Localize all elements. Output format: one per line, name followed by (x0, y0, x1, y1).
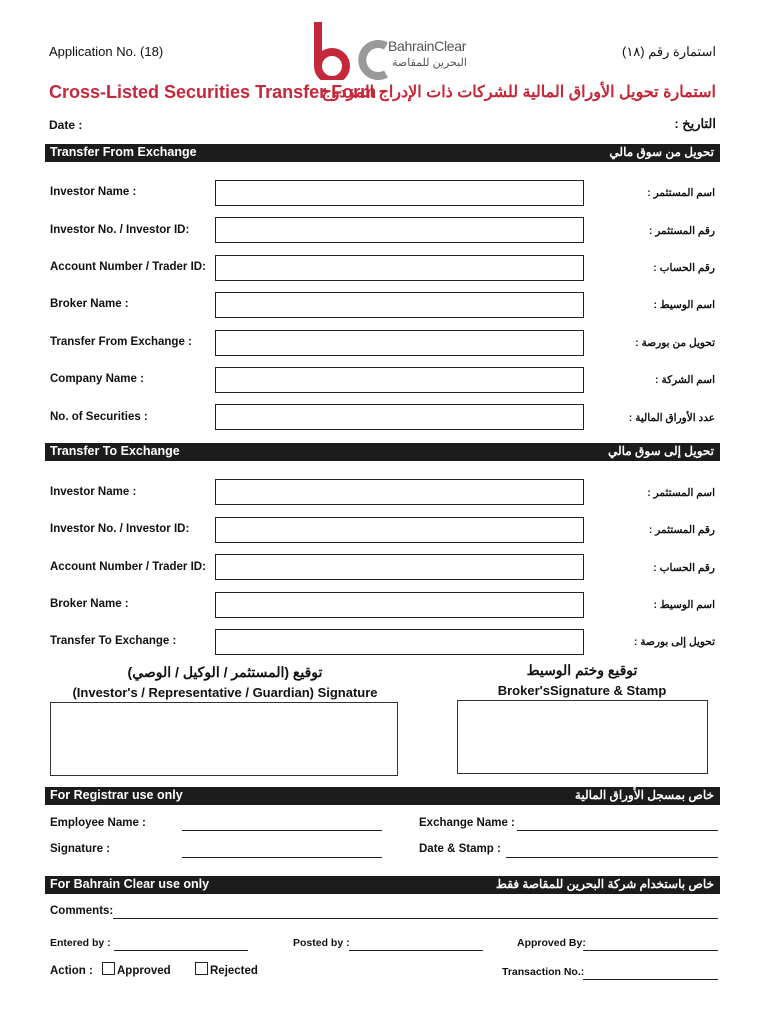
approved-checkbox[interactable] (102, 962, 115, 975)
application-number-ar: استمارة رقم (١٨) (621, 44, 716, 59)
to-investor-id-label: Investor No. / Investor ID: (50, 523, 190, 535)
from-company-name-label: Company Name : (50, 373, 144, 385)
to-broker-name-label: Broker Name : (50, 598, 129, 610)
date-stamp-label: Date & Stamp : (419, 843, 501, 855)
from-investor-name-input[interactable] (215, 180, 584, 206)
from-investor-name-label-ar: اسم المستثمر : (647, 187, 715, 199)
to-investor-name-label: Investor Name : (50, 486, 137, 498)
from-company-name-label-ar: اسم الشركة : (655, 374, 715, 386)
logo-text-en: BahrainClear (388, 38, 467, 54)
to-exchange-label-ar: تحويل إلى بورصة : (633, 636, 715, 648)
form-title-ar: استمارة تحويل الأوراق المالية للشركات ذات الإدراج المزدوج (321, 84, 716, 101)
from-no-of-securities-label-ar: عدد الأوراق المالية : (628, 412, 715, 424)
section-title-en: Transfer To Exchange (50, 444, 180, 458)
section-bar-registrar (45, 787, 720, 805)
logo-mark-icon (312, 18, 392, 80)
exchange-name-line[interactable] (517, 830, 718, 831)
logo-text-ar: البحرين للمقاصة (392, 57, 467, 69)
from-account-number-label-ar: رقم الحساب : (653, 262, 715, 274)
approved-by-line[interactable] (583, 950, 718, 951)
from-account-number-input[interactable] (215, 255, 584, 281)
section-title-en: For Registrar use only (50, 788, 183, 802)
transaction-no-line[interactable] (583, 979, 718, 980)
investor-signature-title-en: (Investor's / Representative / Guardian) Signature (72, 685, 378, 700)
employee-name-line[interactable] (182, 830, 382, 831)
from-exchange-input[interactable] (215, 330, 584, 356)
signature-line[interactable] (182, 857, 382, 858)
bahrain-clear-logo (312, 18, 502, 80)
transaction-no-label: Transaction No.: (502, 966, 585, 978)
section-title-ar: تحويل من سوق مالي (609, 145, 714, 159)
from-investor-id-label-ar: رقم المستثمر : (648, 225, 715, 237)
investor-signature-title-ar: توقيع (المستثمر / الوكيل / الوصي) (127, 664, 323, 680)
approved-label: Approved (117, 965, 171, 977)
from-investor-name-label: Investor Name : (50, 186, 137, 198)
approved-by-label: Approved By: (517, 937, 586, 949)
section-title-ar: خاص بمسجل الأوراق المالية (574, 788, 714, 802)
section-title-ar: تحويل إلى سوق مالي (607, 444, 714, 458)
posted-by-line[interactable] (349, 950, 483, 951)
entered-by-line[interactable] (114, 950, 248, 951)
from-no-of-securities-input[interactable] (215, 404, 584, 430)
exchange-name-label: Exchange Name : (419, 817, 515, 829)
comments-line[interactable] (113, 918, 718, 919)
section-bar-transfer-to (45, 443, 720, 461)
rejected-label: Rejected (210, 965, 258, 977)
action-label: Action : (50, 965, 93, 977)
section-title-en: Transfer From Exchange (50, 145, 197, 159)
from-exchange-label-ar: تحويل من بورصة : (635, 337, 715, 349)
from-account-number-label: Account Number / Trader ID: (50, 261, 206, 273)
to-investor-id-input[interactable] (215, 517, 584, 543)
signature-label: Signature : (50, 843, 111, 855)
to-investor-name-label-ar: اسم المستثمر : (647, 487, 715, 499)
from-broker-name-label-ar: اسم الوسيط : (653, 299, 715, 311)
to-account-number-label: Account Number / Trader ID: (50, 561, 206, 573)
from-broker-name-input[interactable] (215, 292, 584, 318)
from-investor-id-label: Investor No. / Investor ID: (50, 224, 190, 236)
date-stamp-line[interactable] (506, 857, 718, 858)
rejected-checkbox[interactable] (195, 962, 208, 975)
to-broker-name-input[interactable] (215, 592, 584, 618)
to-account-number-label-ar: رقم الحساب : (653, 562, 715, 574)
investor-signature-box[interactable] (50, 702, 398, 776)
entered-by-label: Entered by : (50, 937, 111, 949)
posted-by-label: Posted by : (293, 937, 350, 949)
section-bar-bahrain-clear (45, 876, 720, 894)
from-broker-name-label: Broker Name : (50, 298, 129, 310)
to-exchange-label: Transfer To Exchange : (50, 635, 177, 647)
broker-signature-box[interactable] (457, 700, 708, 774)
to-account-number-input[interactable] (215, 554, 584, 580)
from-exchange-label: Transfer From Exchange : (50, 336, 192, 348)
comments-label: Comments: (50, 905, 114, 917)
broker-signature-title-en: Broker'sSignature & Stamp (497, 683, 667, 698)
from-no-of-securities-label: No. of Securities : (50, 411, 148, 423)
to-investor-id-label-ar: رقم المستثمر : (648, 524, 715, 536)
application-number: Application No. (18) (49, 44, 164, 59)
from-investor-id-input[interactable] (215, 217, 584, 243)
section-title-en: For Bahrain Clear use only (50, 877, 210, 891)
to-broker-name-label-ar: اسم الوسيط : (653, 599, 715, 611)
section-title-ar: خاص باستخدام شركة البحرين للمقاصة فقط (495, 877, 714, 891)
section-bar-transfer-from (45, 144, 720, 162)
to-investor-name-input[interactable] (215, 479, 584, 505)
broker-signature-title-ar: توقيع وختم الوسيط (526, 662, 638, 678)
date-label: Date : (49, 118, 83, 132)
employee-name-label: Employee Name : (50, 817, 146, 829)
form-title-en: Cross-Listed Securities Transfer Form (49, 82, 377, 102)
from-company-name-input[interactable] (215, 367, 584, 393)
date-label-ar: التاريخ : (674, 116, 716, 131)
to-exchange-input[interactable] (215, 629, 584, 655)
